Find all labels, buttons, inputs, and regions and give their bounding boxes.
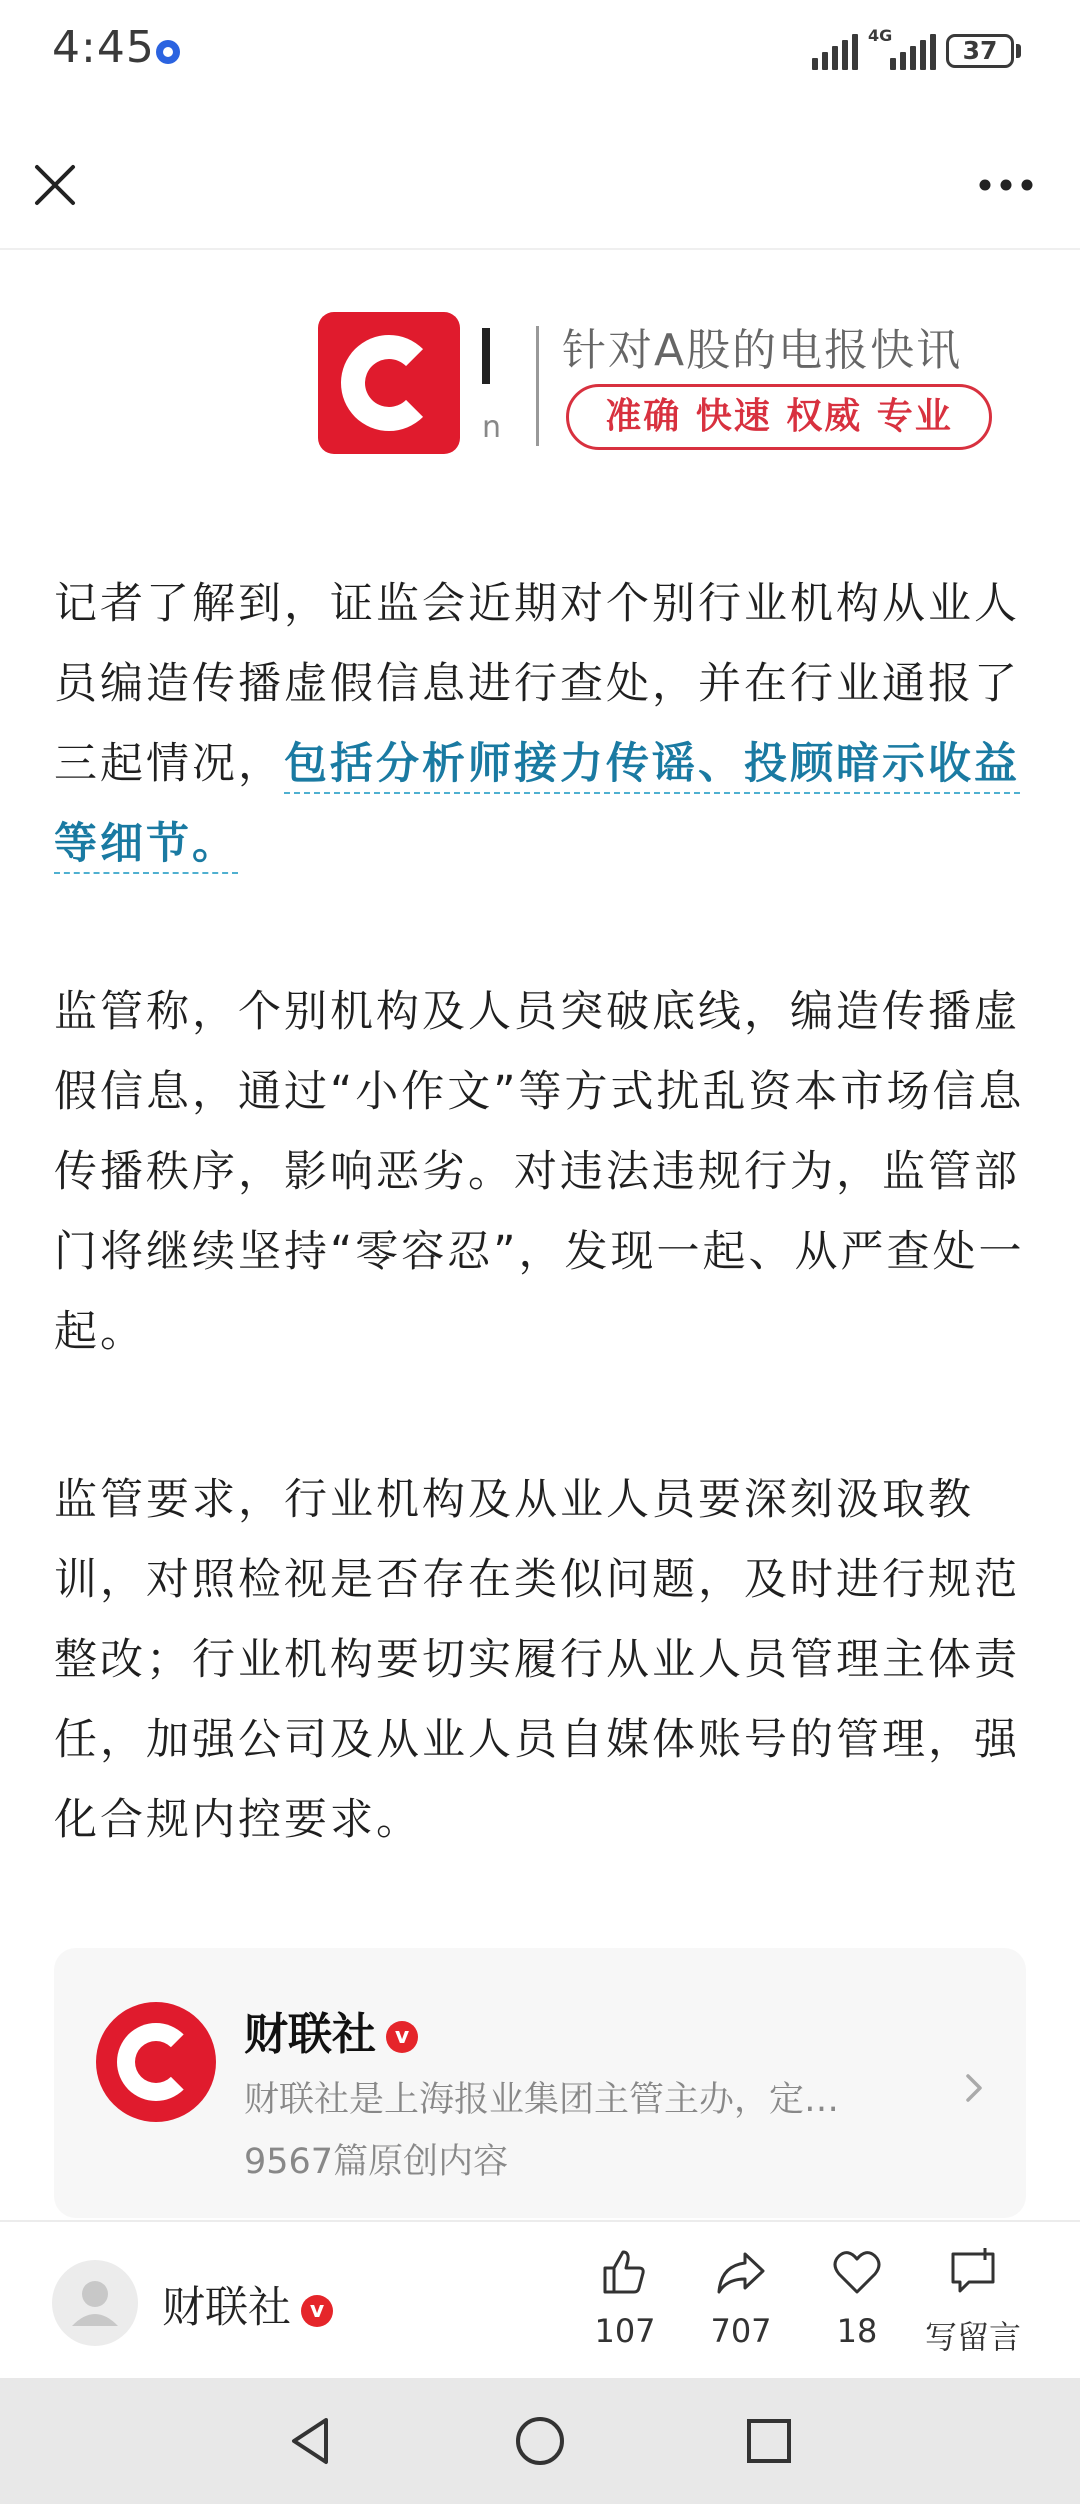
more-options-button[interactable] — [966, 152, 1046, 218]
system-navigation-bar — [0, 2378, 1080, 2504]
recent-square-icon — [742, 2414, 796, 2468]
banner-logotype-fragment-lower: n — [482, 410, 502, 445]
verified-badge-icon: v — [301, 2295, 333, 2327]
author-avatar-small[interactable] — [52, 2260, 138, 2346]
default-avatar-icon — [52, 2260, 138, 2346]
share-count: 707 — [710, 2312, 772, 2350]
status-bar — [0, 0, 1080, 105]
top-navigation — [0, 120, 1080, 250]
share-icon — [713, 2244, 769, 2300]
chevron-right-icon — [954, 2068, 994, 2108]
recent-apps-button[interactable] — [734, 2406, 804, 2476]
banner-divider — [536, 326, 539, 446]
banner-logotype-fragment — [482, 328, 490, 384]
article-paragraph-1 — [54, 564, 1030, 884]
author-card[interactable] — [54, 1948, 1026, 2218]
mobile-signal-icon — [890, 28, 936, 70]
header-banner — [318, 306, 1002, 466]
author-name-small[interactable]: 财联社 v — [162, 2274, 333, 2335]
article-paragraph-2: 监管称，个别机构及人员突破底线，编造传播虚假信息，通过“小作文”等方式扰乱资本市场信息传播秩序，影响恶劣。对违法违规行为，监管部门将继续坚持“零容忍”，发现一起、从严查处一起。 — [54, 987, 1025, 1357]
banner-slogan: 准确 快速 权威 专业 — [566, 384, 992, 450]
back-button[interactable] — [276, 2406, 346, 2476]
verified-badge-icon: v — [386, 2021, 418, 2053]
signal-strength-icon — [812, 28, 858, 70]
status-time: 4:45 — [52, 22, 155, 73]
cailian-logo — [318, 312, 460, 454]
write-comment-label: 写留言 — [924, 2318, 1021, 2356]
author-avatar — [96, 2002, 216, 2122]
author-original-count: 9567篇原创内容 — [244, 2142, 509, 2182]
battery-icon — [946, 34, 1014, 68]
home-circle-icon — [513, 2414, 567, 2468]
thumbs-up-icon — [597, 2244, 653, 2300]
like-button[interactable] — [570, 2244, 680, 2350]
like-count: 107 — [594, 2312, 656, 2350]
write-comment-button[interactable] — [918, 2244, 1028, 2358]
bottom-action-bar — [0, 2220, 1080, 2380]
author-logo-mark — [117, 2023, 195, 2101]
back-triangle-icon — [284, 2414, 338, 2468]
article-paragraph-3: 监管要求，行业机构及从业人员要深刻汲取教训，对照检视是否存在类似问题，及时进行规范整改；行业机构要切实履行从业人员管理主体责任，加强公司及从业人员自媒体账号的管理，强化合规内控要求。 — [54, 1475, 1020, 1845]
notification-dot-icon — [156, 40, 180, 64]
banner-headline: 针对A股的电报快讯 — [562, 325, 963, 376]
share-button[interactable] — [686, 2244, 796, 2350]
logo-c-mark — [341, 335, 437, 431]
battery-tip — [1016, 44, 1021, 58]
author-name: 财联社 v — [244, 1998, 418, 2062]
highlight-link[interactable]: 包括分析师接力传谣、投顾暗示收益等细节。 — [54, 739, 1020, 869]
home-button[interactable] — [505, 2406, 575, 2476]
battery-level: 37 — [962, 36, 998, 65]
heart-icon — [829, 2244, 885, 2300]
comment-add-icon — [945, 2244, 1001, 2300]
network-type-label: 4G — [868, 26, 893, 45]
close-button[interactable] — [22, 152, 88, 218]
more-icon — [978, 178, 1034, 192]
favorite-button[interactable] — [802, 2244, 912, 2350]
author-description: 财联社是上海报业集团主管主办，定… — [244, 2080, 840, 2120]
close-icon — [33, 163, 77, 207]
favorite-count: 18 — [836, 2312, 878, 2350]
paragraph-text: 记者了解到，证监会近期对个别行业机构从业人员编造传播虚假信息进行查处，并在行业通报了三起情况， — [54, 579, 1020, 789]
